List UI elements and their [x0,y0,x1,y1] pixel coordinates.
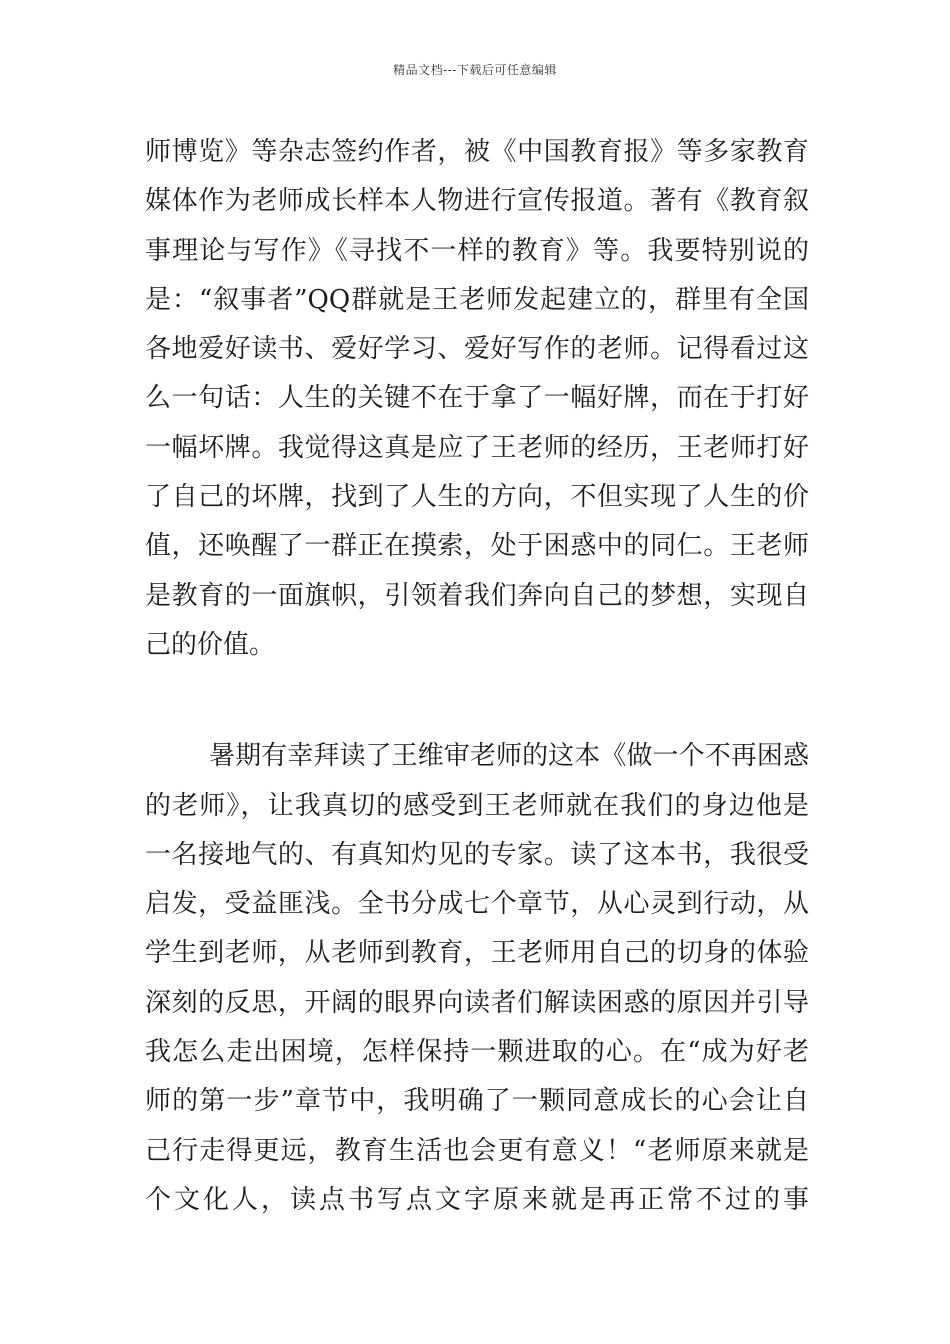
text-line: 个文化人，读点书写点文字原来就是再正常不过的事 [145,1184,809,1215]
text-line: 己的价值。 [145,629,276,660]
text-line: 深刻的反思，开阔的眼界向读者们解读困惑的原因并引导 [145,987,809,1018]
text-line: 师的第一步”章节中，我明确了一颗同意成长的心会让自 [145,1086,809,1117]
text-line: 是：“叙事者”QQ群就是王老师发起建立的，群里有全国 [145,284,809,315]
text-line: 了自己的坏牌，找到了人生的方向，不但实现了人生的价 [145,482,809,513]
text-line: 值，还唤醒了一群正在摸索，处于困惑中的同仁。王老师 [145,531,809,562]
text-line: 暑期有幸拜读了王维审老师的这本《做一个不再困惑 [209,741,809,772]
document-body [145,128,809,1225]
paragraph-1 [145,128,809,670]
page-header: 精品文档---下载后可任意编辑 [393,63,557,77]
text-line: 己行走得更远，教育生活也会更有意义！“老师原来就是 [145,1135,809,1166]
text-line: 事理论与写作》《寻找不一样的教育》等。我要特别说的 [145,235,809,266]
paragraph-gap [145,670,809,732]
paragraph-2 [145,732,809,1225]
text-line: 的老师》，让我真切的感受到王老师就在我们的身边他是 [145,790,809,821]
text-line: 一名接地气的、有真知灼见的专家。读了这本书，我很受 [145,839,809,870]
text-line: 师博览》等杂志签约作者，被《中国教育报》等多家教育 [145,137,809,167]
text-line: 一幅坏牌。我觉得这真是应了王老师的经历，王老师打好 [145,432,809,463]
text-line: 学生到老师，从老师到教育，王老师用自己的切身的体验 [145,938,809,969]
text-line: 媒体作为老师成长样本人物进行宣传报道。著有《教育叙 [145,186,809,217]
text-line: 我怎么走出困境，怎样保持一颗进取的心。在“成为好老 [145,1037,809,1068]
text-line: 启发，受益匪浅。全书分成七个章节，从心灵到行动，从 [145,889,809,920]
text-line: 各地爱好读书、爱好学习、爱好写作的老师。记得看过这 [145,334,809,365]
text-line: 是教育的一面旗帜，引领着我们奔向自己的梦想，实现自 [145,580,809,611]
text-line: 么一句话：人生的关键不在于拿了一幅好牌，而在于打好 [145,383,809,414]
